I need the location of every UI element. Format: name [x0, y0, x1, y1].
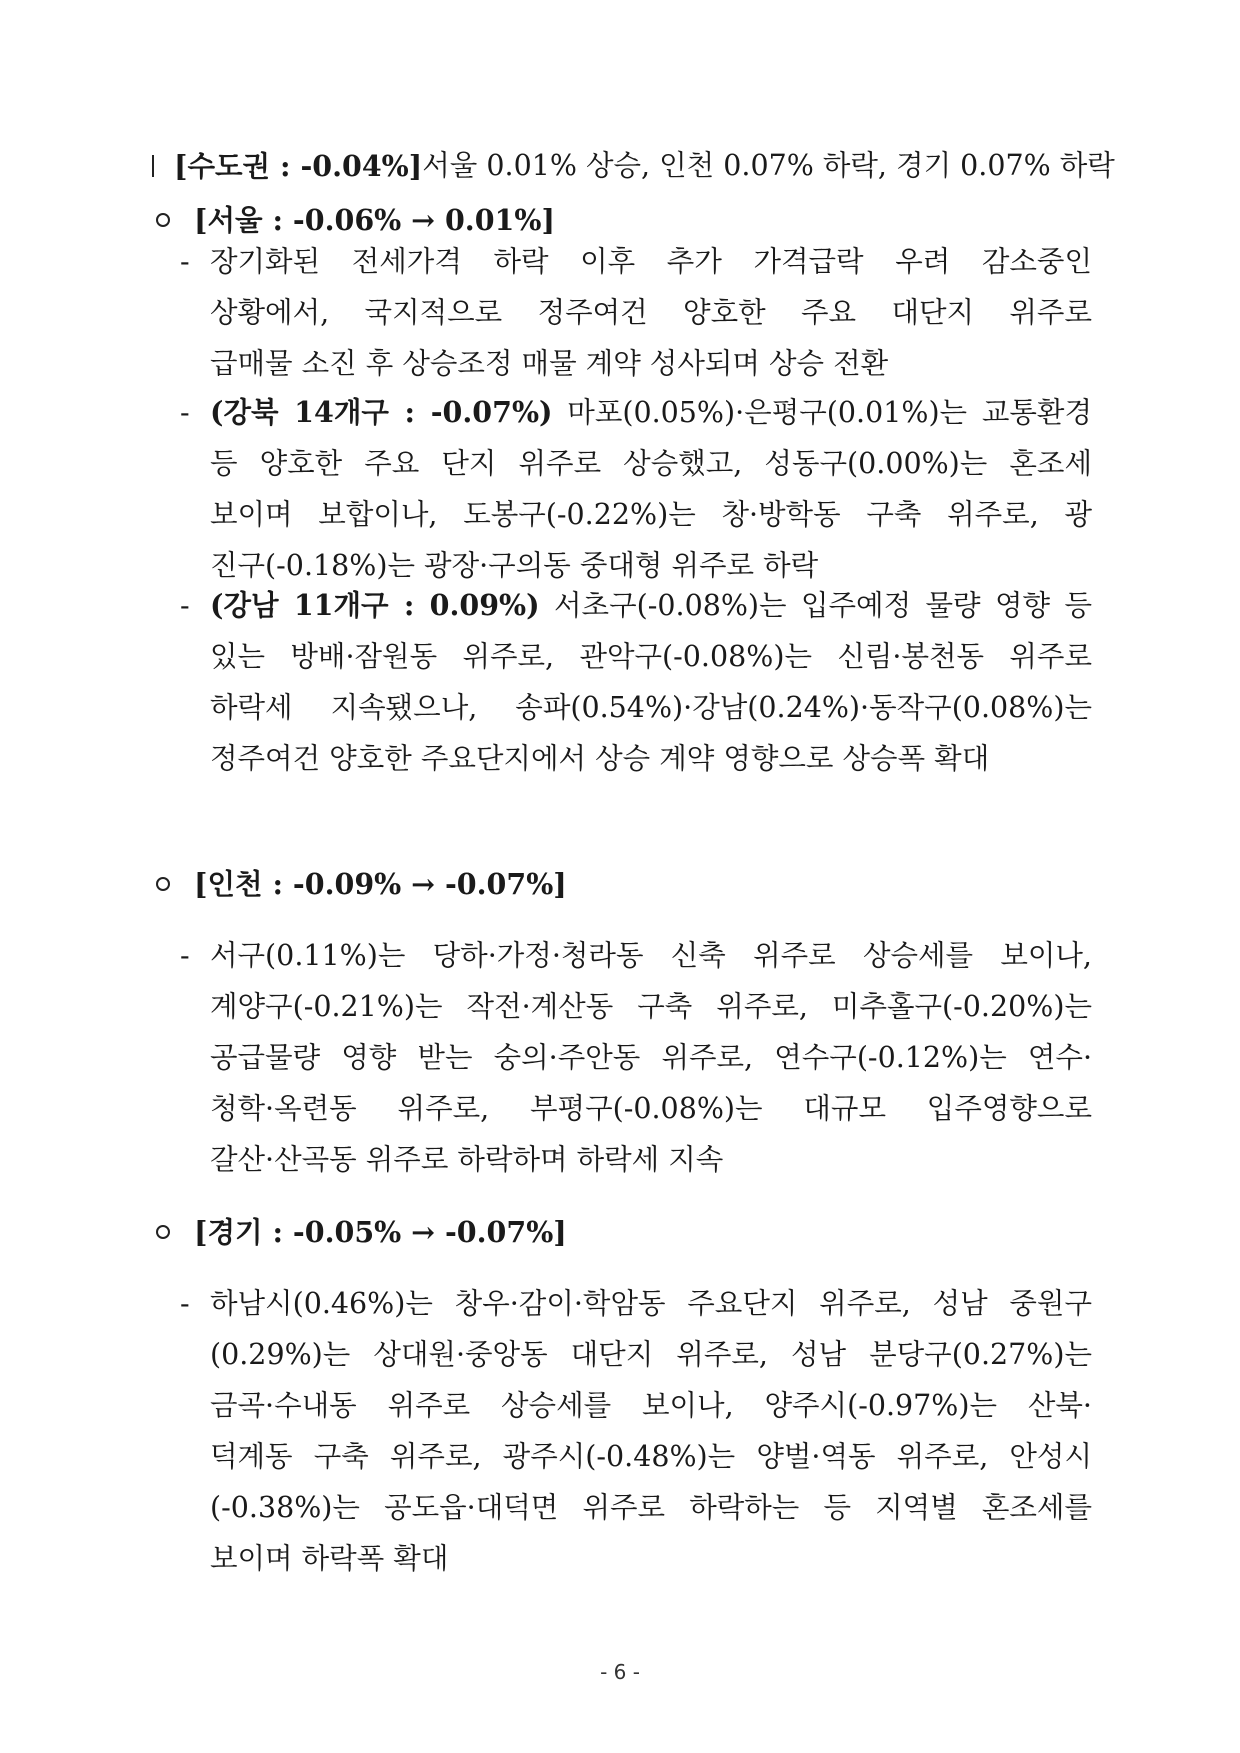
bullet-line: 청학·옥련동 위주로, 부평구(-0.08%)는 대규모 입주영향으로 [210, 1092, 1092, 1125]
bullet-line: (-0.38%)는 공도읍·대덕면 위주로 하락하는 등 지역별 혼조세를 [210, 1491, 1092, 1524]
section-title: [경기 : -0.05% → -0.07%] [194, 1215, 567, 1249]
bullet-line: 보이며 하락폭 확대 [210, 1542, 449, 1575]
bullet-line: (0.29%)는 상대원·중앙동 대단지 위주로, 성남 분당구(0.27%)는 [210, 1338, 1092, 1371]
bullet-line: (강남 11개구 : 0.09%) 서초구(-0.08%)는 입주예정 물량 영향 등 [210, 588, 1092, 622]
bullet-line: 장기화된 전세가격 하락 이후 추가 가격급락 우려 감소중인 [210, 245, 1092, 278]
dash-marker: - [180, 589, 190, 622]
bullet-line: 계양구(-0.21%)는 작전·계산동 구축 위주로, 미추홀구(-0.20%)는 [210, 990, 1092, 1023]
bullet-item-gangnam [180, 580, 1092, 784]
section-title: [서울 : -0.06% → 0.01%] [194, 203, 555, 237]
section-title: [인천 : -0.09% → -0.07%] [194, 867, 567, 901]
bullet-line: 갈산·산곡동 위주로 하락하며 하락세 지속 [210, 1143, 724, 1176]
summary-heading [152, 149, 1115, 183]
bullet-line: 금곡·수내동 위주로 상승세를 보이나, 양주시(-0.97%)는 산북· [210, 1389, 1092, 1422]
bullet-line: 있는 방배·잠원동 위주로, 관악구(-0.08%)는 신림·봉천동 위주로 [210, 640, 1092, 673]
section-heading-seoul [152, 203, 1090, 237]
bullet-item-gangbuk [180, 387, 1092, 591]
section-heading-gyeonggi [152, 1215, 1090, 1249]
bullet-line: 급매물 소진 후 상승조정 매물 계약 성사되며 상승 전환 [210, 347, 889, 380]
bullet-line: 하락세 지속됐으나, 송파(0.54%)·강남(0.24%)·동작구(0.08%)는 [210, 691, 1092, 724]
bullet-line: 상황에서, 국지적으로 정주여건 양호한 주요 대단지 위주로 [210, 296, 1092, 329]
page-number: - 6 - [600, 1660, 640, 1684]
circle-bullet-icon [156, 1225, 170, 1239]
bullet-line: 등 양호한 주요 단지 위주로 상승했고, 성동구(0.00%)는 혼조세 [210, 447, 1092, 480]
dash-marker: - [180, 396, 190, 429]
bullet-line: 보이며 보합이나, 도봉구(-0.22%)는 창·방학동 구축 위주로, 광 [210, 498, 1092, 531]
circle-bullet-icon [156, 213, 170, 227]
bullet-line: 덕계동 구축 위주로, 광주시(-0.48%)는 양벌·역동 위주로, 안성시 [210, 1440, 1092, 1473]
square-bullet-icon [152, 155, 154, 177]
dash-marker: - [180, 1287, 190, 1320]
bullet-line: 정주여건 양호한 주요단지에서 상승 계약 영향으로 상승폭 확대 [210, 742, 990, 775]
summary-text: 서울 0.01% 상승, 인천 0.07% 하락, 경기 0.07% 하락 [422, 149, 1115, 182]
summary-label: [수도권 : -0.04%] [174, 149, 423, 183]
bullet-lead: (강남 11개구 : 0.09%) [210, 588, 540, 622]
bullet-line: (강북 14개구 : -0.07%) 마포(0.05%)·은평구(0.01%)는 교통환경 [210, 395, 1092, 429]
circle-bullet-icon [156, 877, 170, 891]
section-heading-incheon [152, 867, 1090, 901]
dash-marker: - [180, 939, 190, 972]
bullet-line: 하남시(0.46%)는 창우·감이·학암동 주요단지 위주로, 성남 중원구 [210, 1287, 1092, 1320]
bullet-line: 서구(0.11%)는 당하·가정·청라동 신축 위주로 상승세를 보이나, [210, 939, 1092, 972]
bullet-item [180, 930, 1092, 1185]
bullet-item [180, 1278, 1092, 1584]
dash-marker: - [180, 245, 190, 278]
bullet-line: 공급물량 영향 받는 숭의·주안동 위주로, 연수구(-0.12%)는 연수· [210, 1041, 1092, 1074]
bullet-line: 진구(-0.18%)는 광장·구의동 중대형 위주로 하락 [210, 549, 819, 582]
bullet-item [180, 236, 1092, 389]
bullet-lead: (강북 14개구 : -0.07%) [210, 395, 553, 429]
